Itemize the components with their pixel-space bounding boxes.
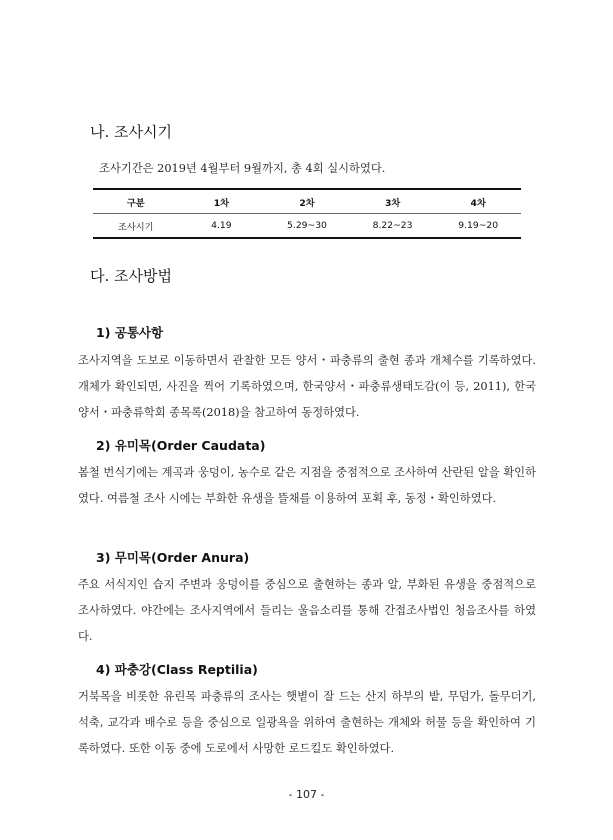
section-title-survey-period: 나. 조사시기: [90, 123, 172, 141]
table-row: [93, 214, 521, 239]
section-title-survey-method: 다. 조사방법: [90, 267, 172, 285]
subsection-title-anura: 3) 무미목(Order Anura): [96, 550, 250, 565]
subsection-text-caudata: 봄철 번식기에는 계곡과 웅덩이, 농수로 같은 지점을 중점적으로 조사하여 산란된 알을 확인하였다. 여름철 조사 시에는 부화한 유생을 뜰채를 이용하여 포획 후, 동정・확인하였다.: [78, 466, 536, 505]
subsection-text-reptilia: 거북목을 비롯한 유린목 파충류의 조사는 햇볕이 잘 드는 산지 하부의 밭, 무덤가, 돌무더기, 석축, 교각과 배수로 등을 중심으로 일광욕을 위하여 출현하는 개체와 허물 등을 확인하여 기록하였다. 또한 이동 중에 도로에서 사망한 로드킬도 확인하였다.: [78, 690, 536, 755]
table-header-row: [93, 189, 521, 214]
subsection-text-common: 조사지역을 도보로 이동하면서 관찰한 모든 양서・파충류의 출현 종과 개체수를 기록하였다. 개체가 확인되면, 사진을 찍어 기록하였으며, 한국양서・파충류생태도감(이 등, 2011), 한국양서・파충류학회 종목록(2018)을 참고하여 동정하였다.: [78, 354, 536, 419]
table-header-cell: 2차: [264, 189, 350, 214]
table-cell: 8.22~23: [350, 214, 436, 239]
table-cell: 4.19: [179, 214, 265, 239]
subsection-title-common: 1) 공통사항: [96, 325, 164, 340]
survey-period-intro: 조사기간은 2019년 4월부터 9월까지, 총 4회 실시하였다.: [99, 162, 386, 175]
table-header-cell: 구분: [93, 189, 179, 214]
table-header-cell: 3차: [350, 189, 436, 214]
table-cell: 9.19~20: [435, 214, 521, 239]
table-cell: 조사시기: [93, 214, 179, 239]
page-number: - 107 -: [288, 788, 325, 801]
subsection-text-anura: 주요 서식지인 습지 주변과 웅덩이를 중심으로 출현하는 종과 알, 부화된 유생을 중점적으로 조사하였다. 야간에는 조사지역에서 들리는 울음소리를 통해 간접조사법인 청음조사를 하였다.: [78, 578, 536, 643]
survey-schedule-table: [93, 188, 521, 239]
subsection-title-reptilia: 4) 파충강(Class Reptilia): [96, 662, 258, 677]
table-header-cell: 4차: [435, 189, 521, 214]
table-cell: 5.29~30: [264, 214, 350, 239]
subsection-title-caudata: 2) 유미목(Order Caudata): [96, 438, 266, 453]
table-header-cell: 1차: [179, 189, 265, 214]
